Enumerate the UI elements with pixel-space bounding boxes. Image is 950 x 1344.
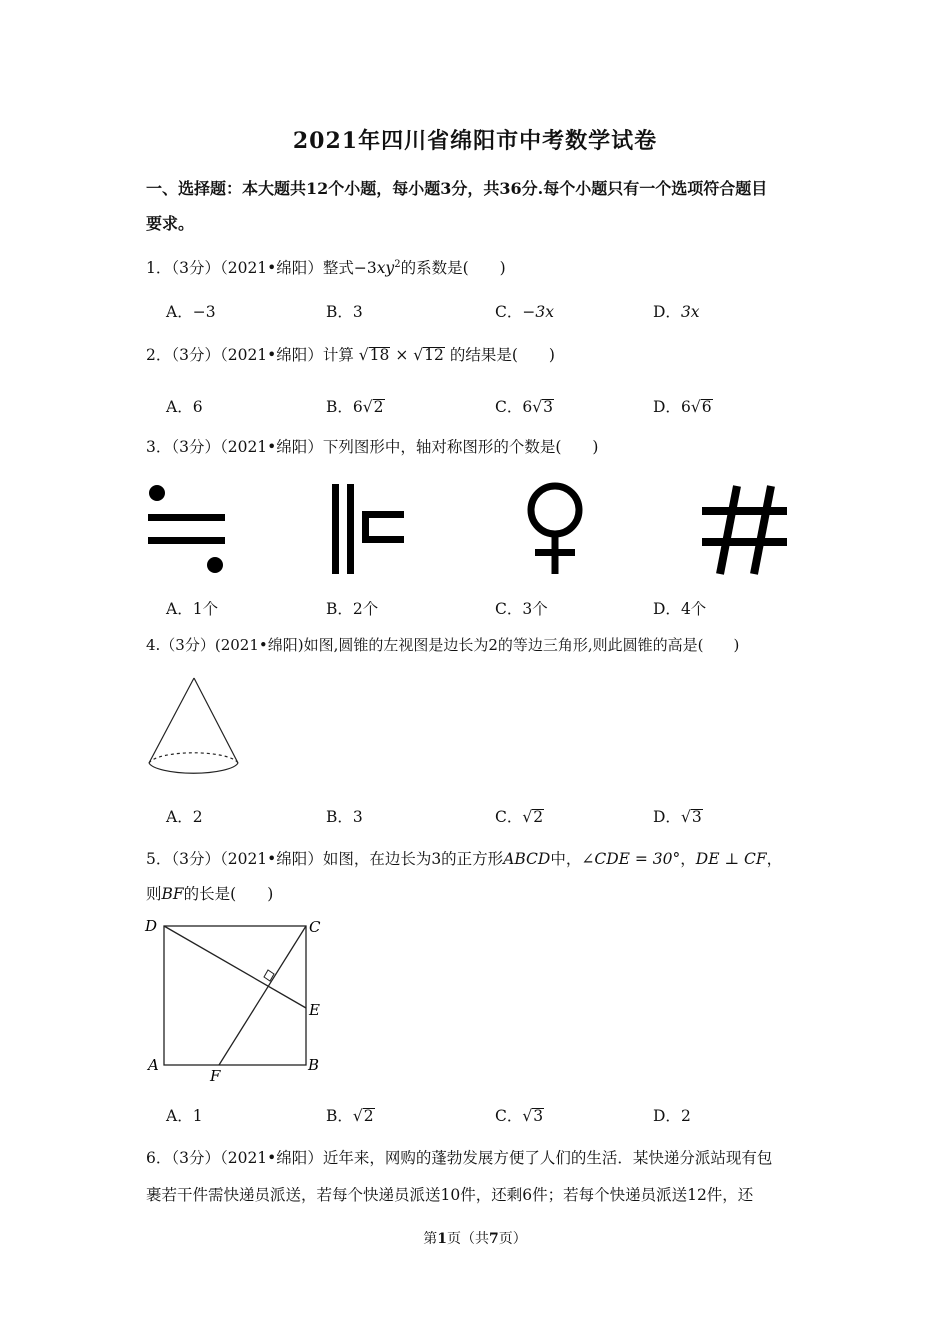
label-f: F bbox=[210, 1067, 221, 1084]
q5-square-name: ABCD bbox=[503, 850, 551, 868]
question-5-line2: 则BF的长是( ) bbox=[146, 885, 274, 903]
q2-sqrt-18: √18 bbox=[358, 346, 390, 364]
q1-suffix: 的系数是( ) bbox=[400, 259, 506, 277]
hash-symbol-figure bbox=[702, 486, 787, 574]
label-c: C bbox=[309, 918, 321, 936]
cone-figure bbox=[144, 674, 244, 779]
square-figure bbox=[140, 912, 340, 1084]
page-footer: 第1页（共7页） bbox=[423, 1231, 527, 1247]
q5-option-b: B．√2 bbox=[326, 1107, 374, 1125]
q4-option-d: D．√3 bbox=[653, 808, 702, 826]
label-d: D bbox=[145, 917, 158, 935]
q3-option-c: C．3个 bbox=[495, 600, 548, 618]
q3-option-d: D．4个 bbox=[653, 600, 707, 618]
question-6-line1: 6．（3分）（2021•绵阳）近年来，网购的蓬勃发展方便了人们的生活．某快递分派站现有包 bbox=[146, 1149, 773, 1167]
question-2 bbox=[146, 343, 555, 365]
label-e: E bbox=[309, 1001, 320, 1019]
page-total: 7 bbox=[489, 1231, 499, 1247]
q1-expr-coef: −3 bbox=[353, 259, 377, 277]
q2-option-a: A．6 bbox=[166, 398, 203, 416]
q3-option-a: A．1个 bbox=[166, 600, 219, 618]
q4-option-a: A．2 bbox=[166, 808, 203, 826]
q2-option-b: B．6√2 bbox=[326, 398, 384, 416]
q3-figures bbox=[140, 480, 840, 580]
q5-option-d: D．2 bbox=[653, 1107, 691, 1125]
q2-times: × bbox=[395, 346, 409, 364]
q2-option-c: C．6√3 bbox=[495, 398, 554, 416]
question-3: 3．（3分）（2021•绵阳）下列图形中，轴对称图形的个数是( ) bbox=[146, 438, 599, 456]
q2-sqrt-12: √12 bbox=[413, 346, 444, 364]
page-title: 2021年四川省绵阳市中考数学试卷 bbox=[292, 128, 658, 154]
section-heading: 一、选择题：本大题共12个小题，每小题3分，共36分.每个小题只有一个选项符合题目 bbox=[146, 179, 768, 198]
q1-option-a: A．−3 bbox=[166, 303, 216, 321]
q3-option-b: B．2个 bbox=[326, 600, 379, 618]
q1-option-b: B．3 bbox=[326, 303, 363, 321]
question-5-line1: 5．（3分）（2021•绵阳）如图，在边长为3的正方形ABCD中，∠CDE = 30°，DE ⊥ CF， bbox=[146, 850, 783, 868]
question-1 bbox=[146, 256, 506, 278]
q5-perpendicular: DE ⊥ CF bbox=[695, 850, 767, 868]
q1-expr-var: xy bbox=[376, 259, 395, 277]
q4-option-b: B．3 bbox=[326, 808, 363, 826]
q5-option-c: C．√3 bbox=[495, 1107, 544, 1125]
q4-option-c: C．√2 bbox=[495, 808, 544, 826]
label-b: B bbox=[308, 1056, 320, 1074]
q1-option-d: D．3x bbox=[653, 303, 700, 321]
section-heading-cont: 要求。 bbox=[146, 214, 195, 233]
double-bar-corner-figure bbox=[332, 484, 404, 574]
venus-symbol-figure bbox=[531, 486, 579, 574]
q2-suffix: 的结果是( ) bbox=[449, 346, 555, 364]
question-4: 4.（3分）(2021•绵阳)如图,圆锥的左视图是边长为2的等边三角形,则此圆锥的高是( ) bbox=[146, 636, 740, 654]
q1-option-c: C．−3x bbox=[495, 303, 554, 321]
q1-expr-exp: 2 bbox=[394, 258, 401, 270]
q5-angle: ∠CDE = 30° bbox=[581, 850, 681, 868]
page-number: 1 bbox=[437, 1231, 447, 1247]
q2-prefix: 2．（3分）（2021•绵阳）计算 bbox=[146, 346, 354, 364]
q1-prefix: 1．（3分）（2021•绵阳）整式 bbox=[146, 259, 354, 277]
divide-equals-symbol-figure bbox=[148, 485, 225, 573]
q2-option-d: D．6√6 bbox=[653, 398, 712, 416]
question-6-line2: 裹若干件需快递员派送，若每个快递员派送10件，还剩6件；若每个快递员派送12件，还 bbox=[146, 1186, 754, 1204]
q5-option-a: A．1 bbox=[166, 1107, 203, 1125]
label-a: A bbox=[148, 1056, 159, 1074]
